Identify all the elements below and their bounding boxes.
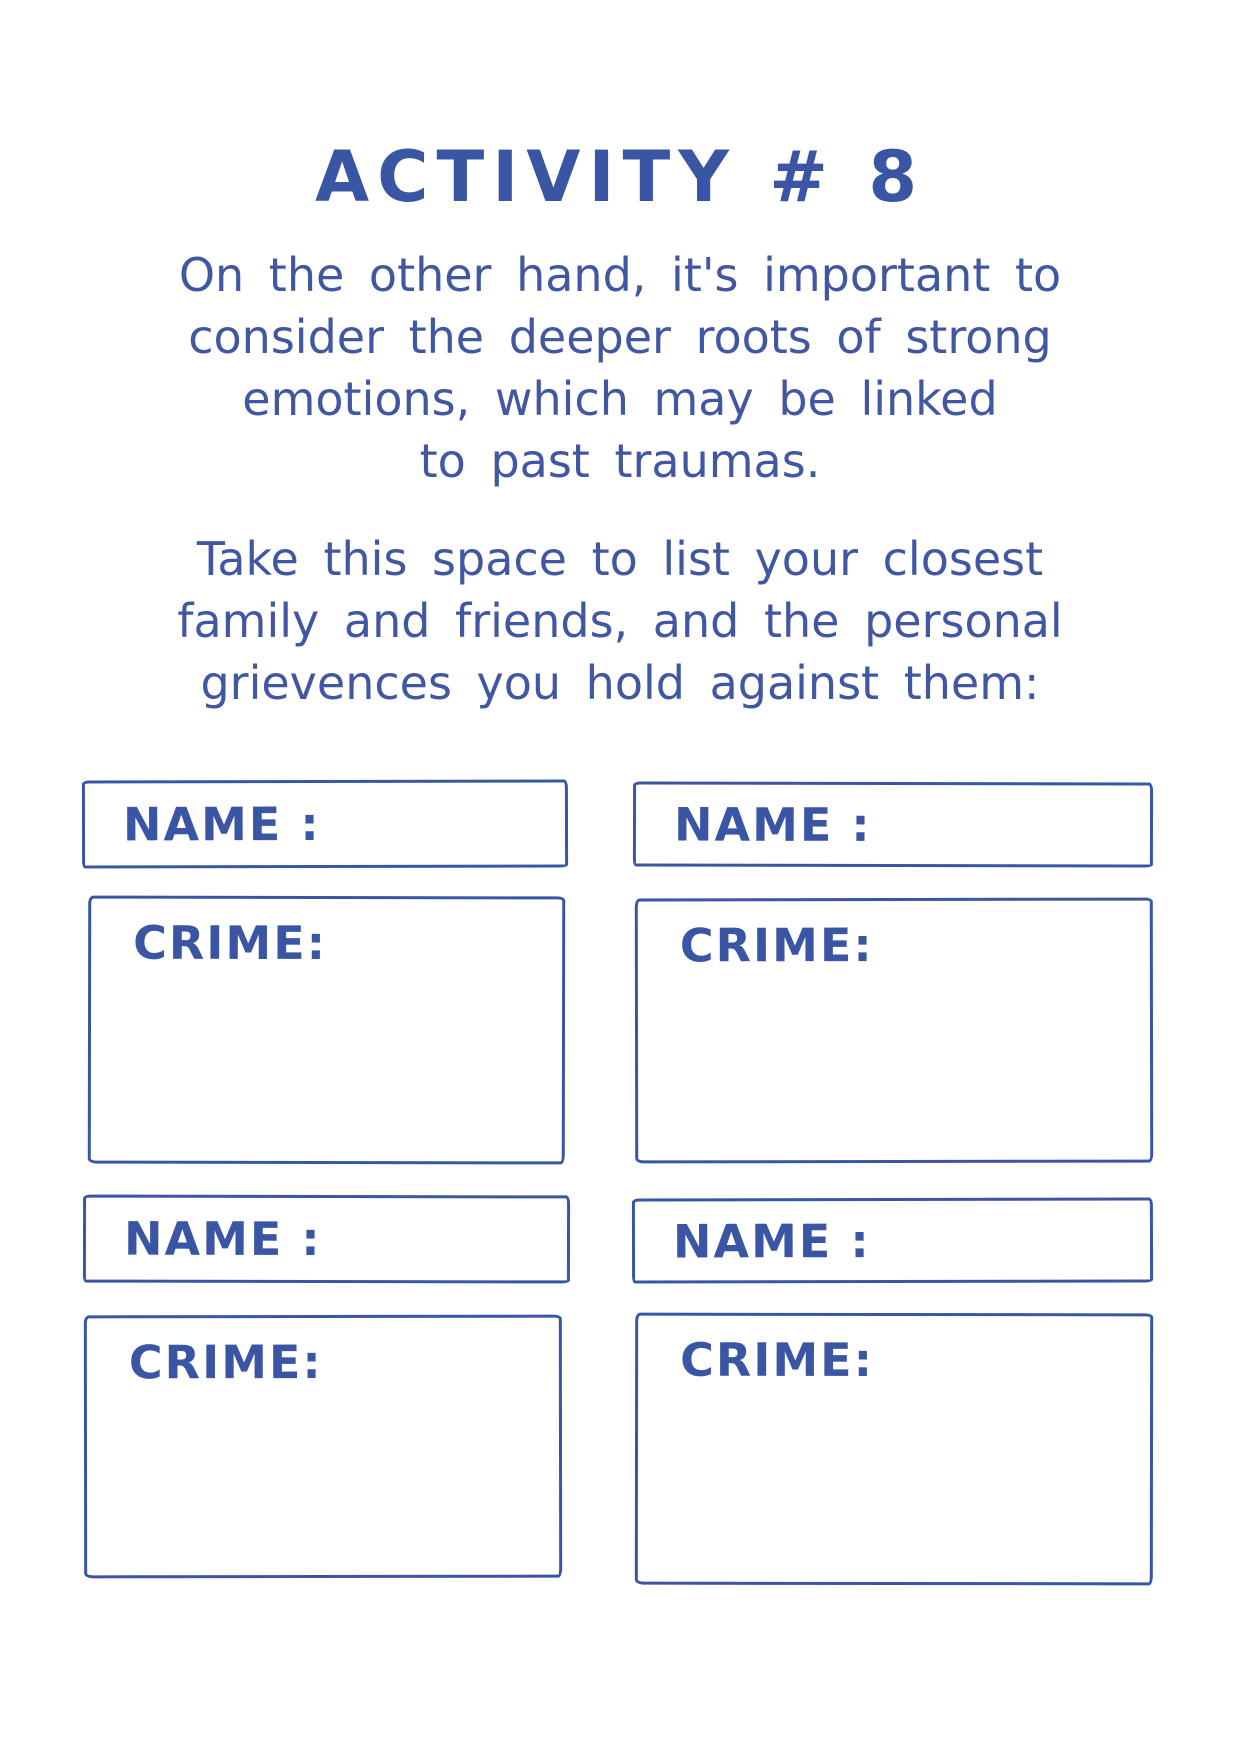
crime-field-2[interactable] (635, 898, 1153, 1164)
name-field-4[interactable] (632, 1197, 1153, 1283)
instructions-line-1: Take this space to list your closest (196, 532, 1044, 586)
crime-label-4: CRIME: (680, 1332, 875, 1387)
intro-paragraph (0, 244, 1240, 492)
intro-line-4: to past traumas. (419, 434, 821, 488)
crime-label-3: CRIME: (128, 1335, 323, 1390)
name-field-3[interactable] (83, 1195, 570, 1284)
intro-line-2: consider the deeper roots of strong (188, 310, 1052, 364)
crime-field-1[interactable] (88, 896, 565, 1165)
name-field-1[interactable] (82, 779, 568, 868)
instructions-line-2: family and friends, and the personal (177, 594, 1063, 648)
name-label-4: NAME : (672, 1213, 871, 1268)
name-label-1: NAME : (122, 797, 321, 852)
instructions-line-3: grievences you hold against them: (200, 656, 1040, 710)
crime-field-3[interactable] (84, 1315, 562, 1579)
intro-line-3: emotions, which may be linked (242, 372, 998, 426)
crime-label-1: CRIME: (133, 915, 328, 971)
name-field-2[interactable] (633, 781, 1153, 867)
intro-line-1: On the other hand, it's important to (178, 248, 1062, 302)
instructions-paragraph (0, 528, 1240, 714)
crime-label-2: CRIME: (679, 918, 874, 973)
crime-field-4[interactable] (635, 1313, 1153, 1586)
name-label-2: NAME : (673, 797, 872, 852)
name-label-3: NAME : (123, 1211, 322, 1266)
page-title: ACTIVITY # 8 (314, 136, 926, 218)
